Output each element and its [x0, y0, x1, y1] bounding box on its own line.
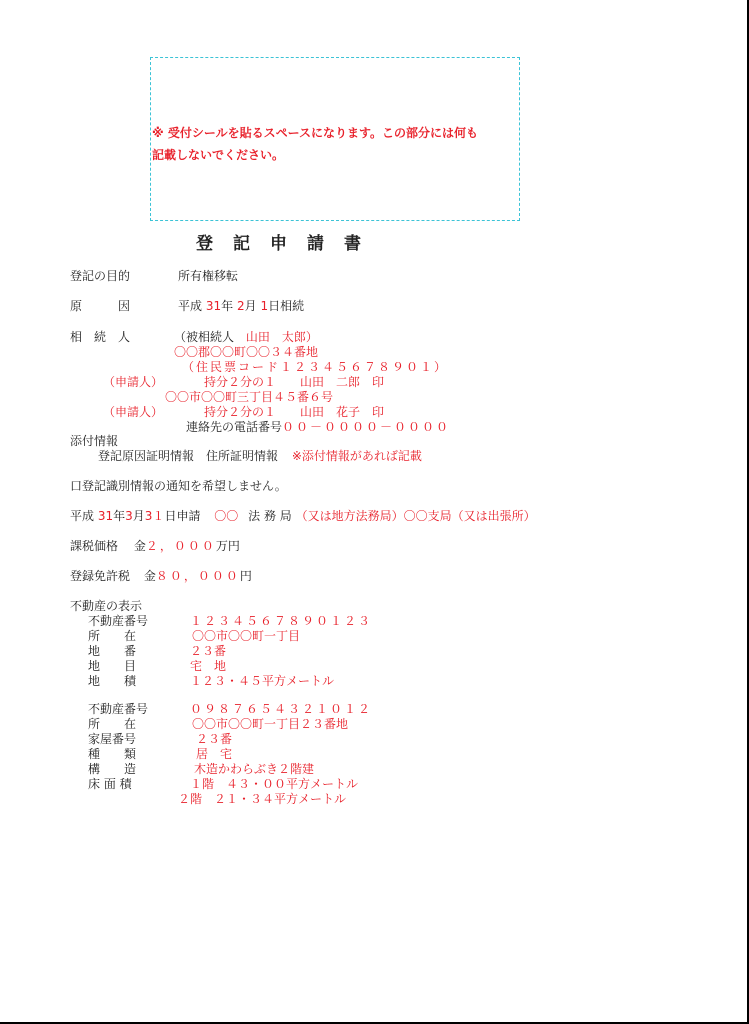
attachments-note: ※添付情報があれば記載	[291, 449, 422, 463]
land-value-location: 〇〇市〇〇町一丁目	[192, 629, 301, 643]
purpose-label: 登記の目的	[70, 269, 131, 283]
filing-bureau-alt: （又は地方法務局）〇〇支局（又は出張所）	[295, 509, 536, 523]
land-label-lot: 地 番	[88, 644, 137, 658]
filing-bureau: 法 務 局	[248, 509, 292, 523]
attachments-line	[98, 449, 422, 464]
building-label-location: 所 在	[88, 717, 137, 731]
cause-month-unit: 月	[244, 299, 257, 313]
tax-value-unit: 万円	[215, 539, 240, 553]
filing-year: 31	[97, 509, 114, 523]
building-value-floor2: ２階 ２１・３４平方メートル	[178, 792, 347, 806]
identity-notice-optout: 口登記識別情報の通知を希望しません。	[70, 479, 287, 493]
tax-value-kin: 金	[133, 539, 146, 553]
filing-day: 3１	[144, 509, 165, 523]
seal-note-line2: 記載しないでください。	[152, 148, 285, 162]
applicant1-share: 持分２分の１ 山田 二郎 印	[204, 375, 385, 389]
building-label-floor-area: 床 面 積	[88, 777, 132, 791]
building-value-structure: 木造かわらぶき２階建	[194, 762, 315, 776]
document-title: 登記申請書	[196, 234, 381, 254]
building-label-house-number: 家屋番号	[88, 732, 137, 746]
cause-label: 原 因	[70, 299, 131, 313]
land-label-area: 地 積	[88, 674, 137, 688]
applicant1-address: 〇〇市〇〇町三丁目４５番６号	[165, 390, 334, 404]
license-tax-amount: ８０，０００	[155, 569, 240, 583]
building-label-structure: 構 造	[88, 762, 137, 776]
filing-era: 平成	[70, 509, 95, 523]
tax-value-line	[70, 539, 240, 554]
filing-bureau-blank: 〇〇	[214, 509, 239, 523]
cause-day-suffix: 日相続	[268, 299, 305, 313]
filing-line	[70, 509, 536, 524]
building-label-type: 種 類	[88, 747, 137, 761]
filing-month: 3	[125, 509, 133, 523]
resident-code: （住民票コード１２３４５６７８９０１）	[182, 360, 449, 374]
decedent-prefix: （被相続人	[174, 330, 235, 344]
decedent-line	[174, 330, 318, 345]
land-value-category: 宅 地	[190, 659, 227, 673]
license-tax-kin: 金	[143, 569, 156, 583]
land-label-location: 所 在	[88, 629, 137, 643]
building-label-number: 不動産番号	[88, 702, 149, 716]
attachments-label: 添付情報	[70, 434, 119, 448]
phone-line	[186, 420, 450, 435]
purpose-value: 所有権移転	[178, 269, 239, 283]
building-value-house-number: ２３番	[196, 732, 233, 746]
applicant2-tag: （申請人）	[103, 405, 164, 419]
cause-month: 2	[236, 299, 245, 313]
property-header: 不動産の表示	[70, 599, 143, 613]
cause-era: 平成	[178, 299, 203, 313]
decedent-name: 山田 太郎）	[245, 330, 318, 344]
tax-value-label: 課税価格	[70, 539, 119, 553]
filing-year-unit: 年	[113, 509, 126, 523]
building-value-location: 〇〇市〇〇町一丁目２３番地	[192, 717, 349, 731]
phone-label: 連絡先の電話番号	[186, 420, 283, 434]
land-value-area: １２３・４５平方メートル	[190, 674, 335, 688]
building-value-type: 居 宅	[196, 747, 233, 761]
cause-day: 1	[260, 299, 269, 313]
reception-seal-note	[152, 122, 478, 166]
applicant1-tag: （申請人）	[103, 375, 164, 389]
building-value-number: ０９８７６５４３２１０１２	[190, 702, 373, 716]
attachments-items: 登記原因証明情報 住所証明情報	[98, 449, 279, 463]
cause-year: 31	[205, 299, 222, 313]
decedent-address: 〇〇郡〇〇町〇〇３４番地	[174, 345, 319, 359]
cause-value	[178, 299, 304, 314]
land-value-number: １２３４５６７８９０１２３	[190, 614, 373, 628]
phone-value: ００－００００－００００	[282, 420, 451, 434]
land-value-lot: ２３番	[190, 644, 227, 658]
seal-note-line1: ※ 受付シールを貼るスペースになります。この部分には何も	[152, 126, 479, 140]
cause-year-unit: 年	[221, 299, 234, 313]
land-label-category: 地 目	[88, 659, 137, 673]
filing-month-unit: 月	[132, 509, 145, 523]
tax-value-amount: ２，０００	[145, 539, 216, 553]
building-value-floor1: １階 ４３・００平方メートル	[190, 777, 359, 791]
filing-day-suffix: 日申請	[164, 509, 201, 523]
applicant2-share: 持分２分の１ 山田 花子 印	[204, 405, 385, 419]
license-tax-line	[70, 569, 252, 584]
license-tax-unit: 円	[239, 569, 252, 583]
land-label-number: 不動産番号	[88, 614, 149, 628]
heirs-label: 相 続 人	[70, 330, 131, 344]
license-tax-label: 登録免許税	[70, 569, 131, 583]
